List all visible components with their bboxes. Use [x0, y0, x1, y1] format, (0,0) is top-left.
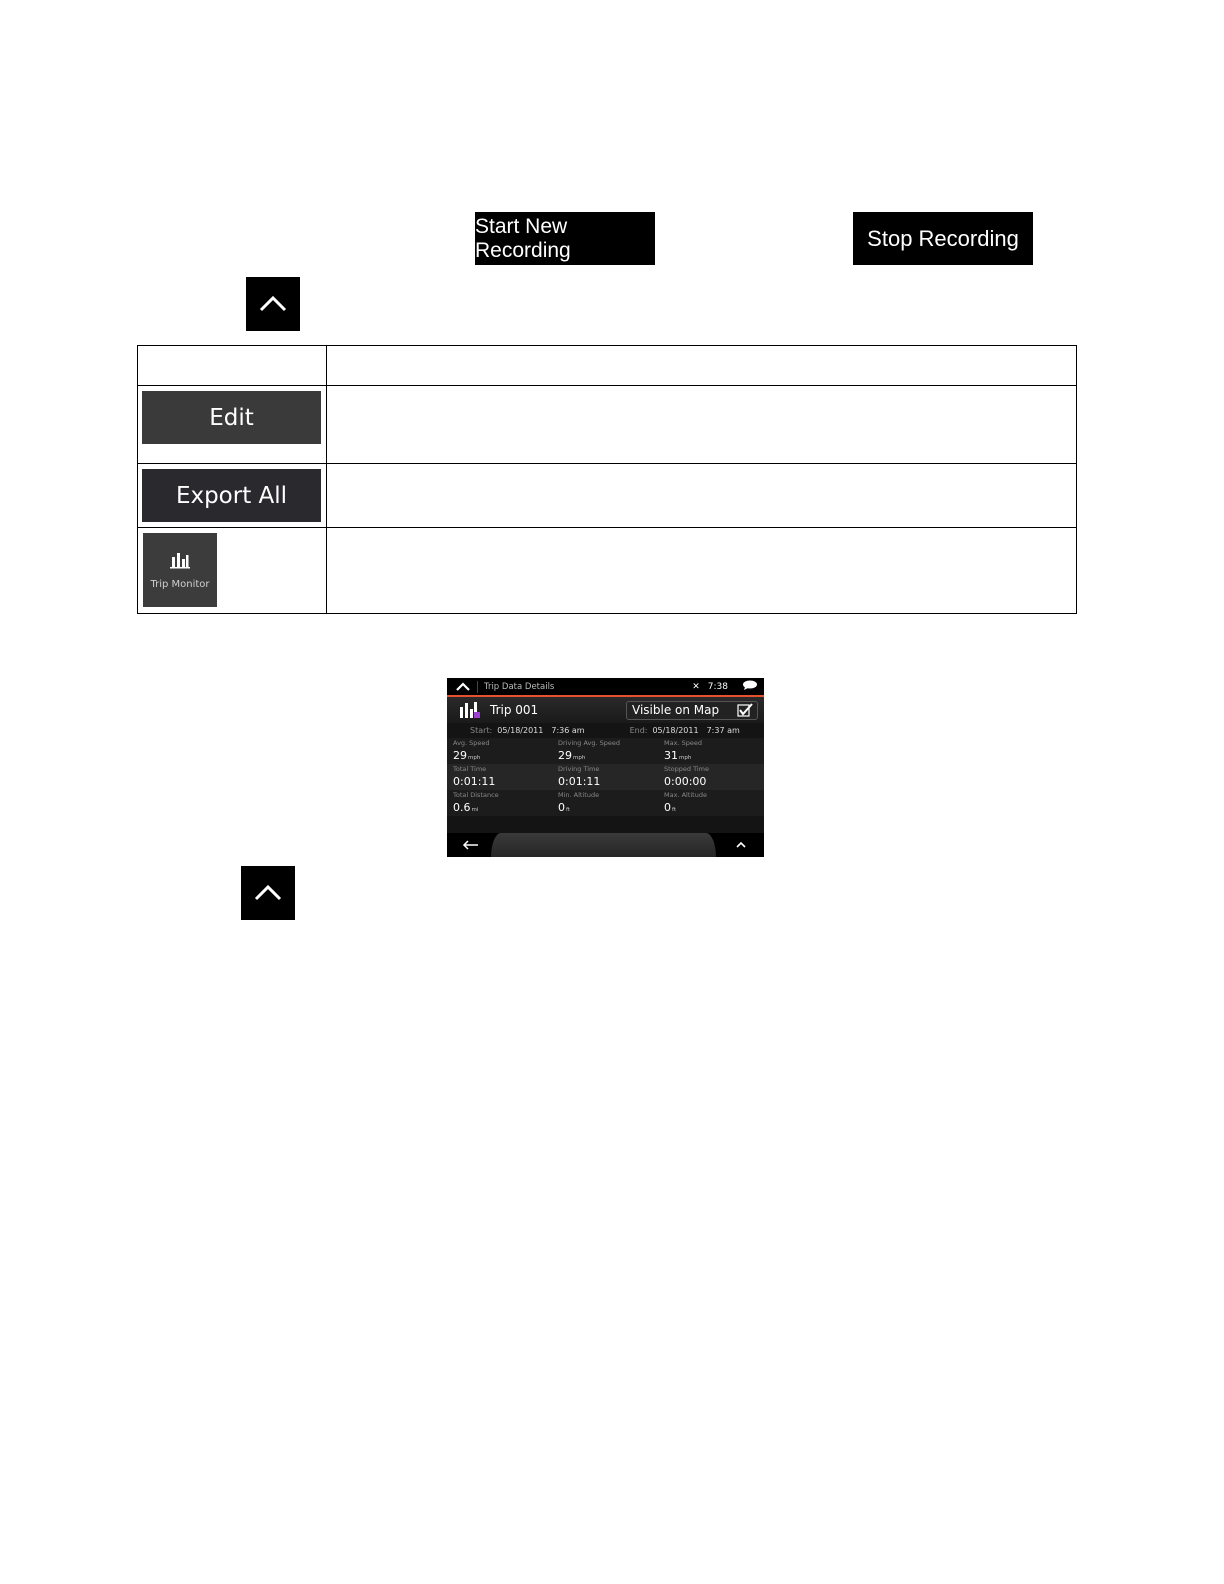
button-reference-table	[137, 345, 1077, 614]
chevron-up-icon	[253, 884, 283, 902]
table-row	[138, 528, 1077, 614]
trip-monitor-tile[interactable]	[143, 533, 217, 607]
stat-total-time	[447, 764, 552, 790]
status-bar	[447, 678, 764, 697]
clock: 7:38	[707, 681, 728, 692]
start-date: 05/18/2011	[497, 726, 544, 735]
stat-value: 0:00:00	[664, 775, 707, 788]
stat-label: Max. Speed	[664, 739, 702, 747]
trip-monitor-label: Trip Monitor	[150, 578, 210, 590]
screen-title: Trip Data Details	[484, 681, 555, 692]
gps-icon: ✕	[692, 681, 700, 692]
stat-value: 0	[664, 801, 671, 814]
table-row	[138, 386, 1077, 464]
trip-stats-grid	[447, 738, 764, 816]
table-cell	[138, 386, 327, 464]
end-date: 05/18/2011	[652, 726, 699, 735]
bottom-bar-center	[491, 833, 716, 857]
checkbox-checked-icon[interactable]	[737, 703, 753, 717]
trip-header	[447, 697, 764, 723]
table-cell	[138, 528, 327, 614]
stat-value: 0:01:11	[558, 775, 601, 788]
stat-avg-speed	[447, 738, 552, 764]
table-cell	[138, 346, 327, 386]
stat-driving-avg-speed	[552, 738, 658, 764]
stat-total-distance	[447, 790, 552, 816]
table-cell	[138, 464, 327, 528]
stop-recording-button[interactable]: Stop Recording	[853, 212, 1033, 265]
stat-value: 0	[558, 801, 565, 814]
stat-label: Driving Avg. Speed	[558, 739, 620, 747]
trip-name: Trip 001	[490, 703, 539, 717]
stat-unit: mi	[471, 807, 479, 813]
stat-label: Total Time	[453, 765, 487, 773]
chevron-up-icon[interactable]	[734, 840, 748, 850]
trip-dates	[447, 723, 764, 738]
stat-value: 29	[453, 749, 467, 762]
stat-value: 0:01:11	[453, 775, 496, 788]
table-header-row	[138, 346, 1077, 386]
up-button[interactable]	[246, 277, 300, 331]
stat-value: 0.6	[453, 801, 471, 814]
trip-data-details-screenshot	[447, 678, 764, 857]
stat-value: 31	[664, 749, 678, 762]
up-button[interactable]	[241, 866, 295, 920]
start-label: Start:	[470, 726, 493, 735]
back-arrow-icon[interactable]	[462, 839, 480, 851]
table-row	[138, 464, 1077, 528]
stat-label: Avg. Speed	[453, 739, 490, 747]
stat-driving-time	[552, 764, 658, 790]
export-all-button[interactable]: Export All	[142, 469, 321, 522]
end-label: End:	[629, 726, 648, 735]
stat-label: Min. Altitude	[558, 791, 600, 799]
stat-label: Driving Time	[558, 765, 600, 773]
table-cell	[327, 464, 1077, 528]
bar-chart-icon	[170, 551, 190, 569]
stat-unit: mph	[573, 755, 586, 761]
stat-stopped-time	[658, 764, 764, 790]
stat-max-speed	[658, 738, 764, 764]
edit-button[interactable]: Edit	[142, 391, 321, 444]
stat-unit: mph	[468, 755, 481, 761]
stat-min-altitude	[552, 790, 658, 816]
table-cell	[327, 386, 1077, 464]
trip-monitor-icon	[459, 700, 481, 720]
chevron-up-icon[interactable]	[453, 681, 473, 693]
visible-on-map-toggle[interactable]	[626, 701, 758, 720]
stat-label: Max. Altitude	[664, 791, 707, 799]
bottom-bar	[447, 833, 764, 857]
table-cell	[327, 528, 1077, 614]
chevron-up-icon	[258, 295, 288, 313]
stat-value: 29	[558, 749, 572, 762]
start-time: 7:36 am	[551, 726, 585, 735]
stat-label: Total Distance	[453, 791, 499, 799]
stat-label: Stopped Time	[664, 765, 710, 773]
message-icon[interactable]	[742, 680, 758, 693]
end-time: 7:37 am	[706, 726, 740, 735]
visible-on-map-label: Visible on Map	[632, 703, 720, 717]
stat-unit: ft	[566, 807, 570, 813]
stat-unit: mph	[679, 755, 692, 761]
stat-max-altitude	[658, 790, 764, 816]
start-new-recording-button[interactable]: Start New Recording	[475, 212, 655, 265]
stat-unit: ft	[672, 807, 676, 813]
table-cell	[327, 346, 1077, 386]
